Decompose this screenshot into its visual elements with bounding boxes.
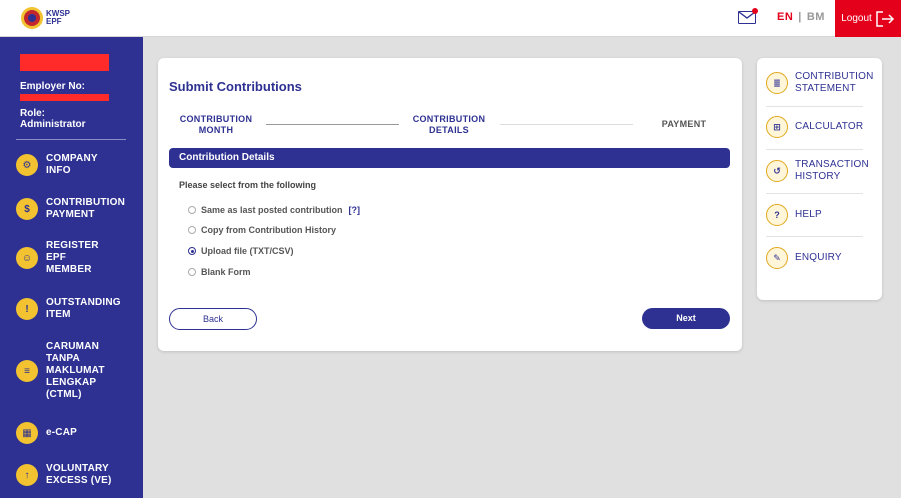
page-title: Submit Contributions [169,79,302,94]
step-contribution-details: CONTRIBUTION DETAILS [412,114,486,135]
sidebar-item-ecap[interactable] [16,422,77,444]
bag-icon: ! [16,298,38,320]
enquiry-icon: ✎ [766,247,788,269]
gear-icon: ⚙ [16,154,38,176]
calculator-icon: ⊞ [766,116,788,138]
history-icon: ↺ [766,160,788,182]
user-add-icon: ☺ [16,247,38,269]
sidebar [0,37,143,498]
radio-copy-from-history[interactable] [188,226,196,234]
lang-en-link[interactable]: EN [777,11,794,23]
quick-links-panel [757,58,882,300]
sidebar-item-label: COMPANY INFO [46,153,98,176]
statement-icon: ≣ [766,72,788,94]
next-button[interactable]: Next [642,308,730,329]
option-upload-file[interactable] [188,246,294,256]
notification-dot [752,8,758,14]
kwsp-logo[interactable] [21,7,70,29]
money-icon: $ [16,198,38,220]
sidebar-item-contribution-payment[interactable] [16,197,125,221]
option-label: Upload file (TXT/CSV) [201,246,294,256]
step-contribution-month: CONTRIBUTION MONTH [179,114,253,135]
help-icon: ? [766,204,788,226]
radio-same-as-last[interactable] [188,206,196,214]
back-button[interactable]: Back [169,308,257,330]
link-label: CONTRIBUTION STATEMENT [795,71,874,94]
panel-divider [766,236,863,237]
option-blank-form[interactable] [188,267,251,277]
document-icon: ≡ [16,360,38,382]
upload-icon: ↑ [16,464,38,486]
lang-separator: | [798,11,802,23]
link-label: ENQUIRY [795,252,842,263]
option-same-as-last[interactable] [188,205,360,215]
link-label: TRANSACTION HISTORY [795,159,869,182]
logout-label: Logout [841,13,872,24]
sidebar-item-ctml[interactable] [16,341,105,401]
role-label: Role: [20,108,45,119]
radio-blank-form[interactable] [188,268,196,276]
logo-line1: KWSP [46,9,70,18]
sidebar-item-register-epf-member[interactable] [16,240,99,276]
panel-divider [766,149,863,150]
role-info [20,108,86,130]
sidebar-item-label: OUTSTANDING ITEM [46,297,121,320]
step-connector-1 [266,124,399,125]
logout-button[interactable] [835,0,901,37]
redacted-name-block [20,54,109,71]
link-label: CALCULATOR [795,121,864,132]
step-payment: PAYMENT [661,119,707,129]
sidebar-item-label: CONTRIBUTION PAYMENT [46,197,126,220]
shop-icon: ▦ [16,422,38,444]
link-label: HELP [795,209,822,220]
redacted-employer-no [20,94,109,101]
sidebar-item-voluntary-excess[interactable] [16,463,112,487]
role-value: Administrator [20,119,86,130]
sidebar-divider [16,139,126,140]
option-label: Copy from Contribution History [201,225,336,235]
link-transaction-history[interactable] [766,159,869,183]
radio-upload-file[interactable] [188,247,196,255]
link-enquiry[interactable] [766,247,842,269]
option-copy-from-history[interactable] [188,225,336,235]
option-label: Blank Form [201,267,251,277]
help-tooltip-link[interactable]: [?] [348,205,361,215]
top-header [0,0,901,37]
kwsp-emblem-icon [21,7,43,29]
sidebar-item-label: VOLUNTARY EXCESS (VE) [46,463,112,486]
contribution-details-header: Contribution Details [169,148,730,168]
sidebar-item-outstanding-item[interactable] [16,297,121,321]
employer-no-label: Employer No: [20,81,86,92]
submit-contributions-card [158,58,742,351]
sidebar-item-label: e-CAP [46,427,78,438]
link-contribution-statement[interactable] [766,71,874,95]
option-label: Same as last posted contribution [201,205,343,215]
panel-divider [766,106,863,107]
sidebar-item-label: CARUMAN TANPA MAKLUMAT LENGKAP (CTML) [46,341,105,400]
link-help[interactable] [766,204,822,226]
step-connector-2 [500,124,633,125]
sidebar-item-label: REGISTER EPF MEMBER [46,240,99,275]
language-switcher [777,11,825,23]
link-calculator[interactable] [766,116,863,138]
selection-prompt: Please select from the following [179,180,317,190]
logo-line2: EPF [46,17,62,26]
sidebar-item-company-info[interactable] [16,153,98,177]
lang-bm-link[interactable]: BM [806,11,825,23]
logout-icon [875,11,895,27]
panel-divider [766,193,863,194]
